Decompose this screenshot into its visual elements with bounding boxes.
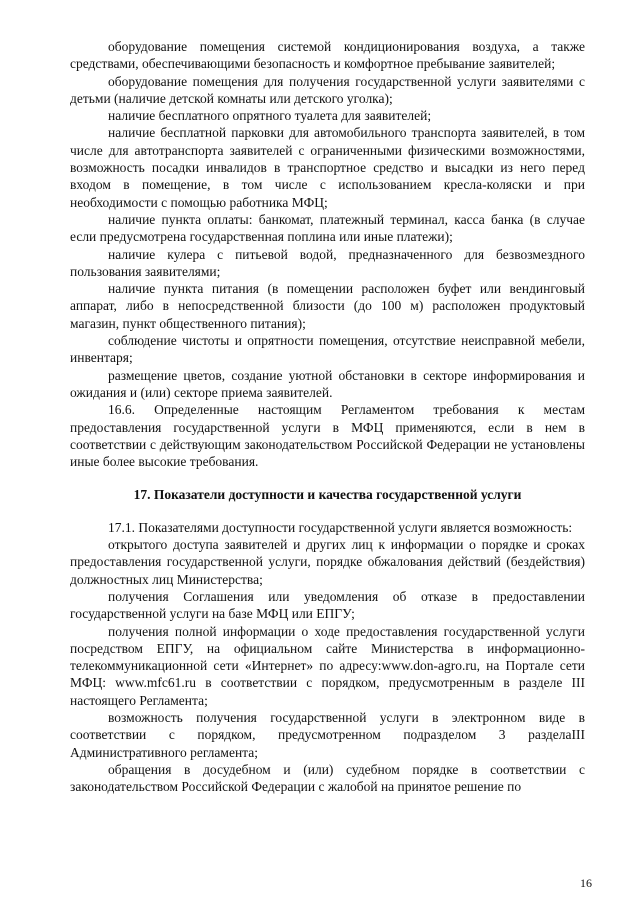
paragraph: наличие пункта оплаты: банкомат, платежный терминал, касса банка (в случае если предусмотрена государственная поплина или иные платежи); (70, 211, 585, 245)
paragraph: оборудование помещения для получения государственной услуги заявителями с детьми (наличие детской комнаты или детского уголка); (70, 73, 585, 106)
paragraph: возможность получения государственной услуги в электронном виде в соответствии с порядком, предусмотренном подразделом 3 разделаIII Административного регламента; (70, 709, 585, 760)
paragraph: открытого доступа заявителей и других лиц к информации о порядке и сроках предоставления государственной услуги, порядке обжалования действий (бездействия) должностных лиц Министерства; (70, 537, 585, 587)
paragraph: 17.1. Показателями доступности государственной услуги является возможность: (108, 519, 573, 535)
paragraph: наличие пункта питания (в помещении расположен буфет или вендинговый аппарат, либо в непосредственной близости (до 100 м) расположен продуктовый магазин, пункт общественного питания); (70, 281, 585, 331)
paragraph: оборудование помещения системой кондиционирования воздуха, а также средствами, обеспечивающими безопасность и комфортное пребывание заявителей; (70, 39, 585, 72)
paragraph: размещение цветов, создание уютной обстановки в секторе информирования и ожидания и (или) секторе приема заявителей. (70, 367, 585, 400)
paragraph: наличие бесплатной парковки для автомобильного транспорта заявителей, в том числе для автотранспорта заявителей с ограниченными физическими возможностями, возможность посадки инвалидов в транспортное средство и высадки из него перед входом в помещение, в том числе с использованием кресла-коляски и при необходимости с помощью работника МФЦ; (70, 125, 585, 210)
paragraph: получения полной информации о ходе предоставления государственной услуги посредством ЕПГУ, на официальном сайте Министерства в информационно-телекоммуникационной сети «Интернет» по адресу:www.don-agro.ru, на Портале сети МФЦ: www.mfc61.ru в соответствии с порядком, предусмотренным в разделе III настоящего Регламента; (70, 623, 585, 708)
paragraph: получения Соглашения или уведомления об отказе в предоставлении государственной услуги на базе МФЦ или ЕПГУ; (70, 588, 585, 622)
paragraph: наличие бесплатного опрятного туалета для заявителей; (108, 108, 432, 124)
page-content (70, 38, 585, 795)
paragraph: соблюдение чистоты и опрятности помещения, отсутствие неисправной мебели, инвентаря; (70, 333, 585, 366)
paragraph: наличие кулера с питьевой водой, предназначенного для безвозмездного пользования заявителями; (70, 246, 585, 279)
paragraph: обращения в досудебном и (или) судебном порядке в соответствии с законодательством Российской Федерации с жалобой на принятое решение по (70, 761, 585, 795)
page-number: 16 (580, 876, 592, 890)
paragraph: 16.6. Определенные настоящим Регламентом требования к местам предоставления государственной услуги в МФЦ применяются, если в нем в соответствии с действующим законодательством Российской Федерации не установлены иные более высокие требования. (70, 402, 585, 470)
section-heading: 17. Показатели доступности и качества государственной услуги (133, 487, 522, 503)
